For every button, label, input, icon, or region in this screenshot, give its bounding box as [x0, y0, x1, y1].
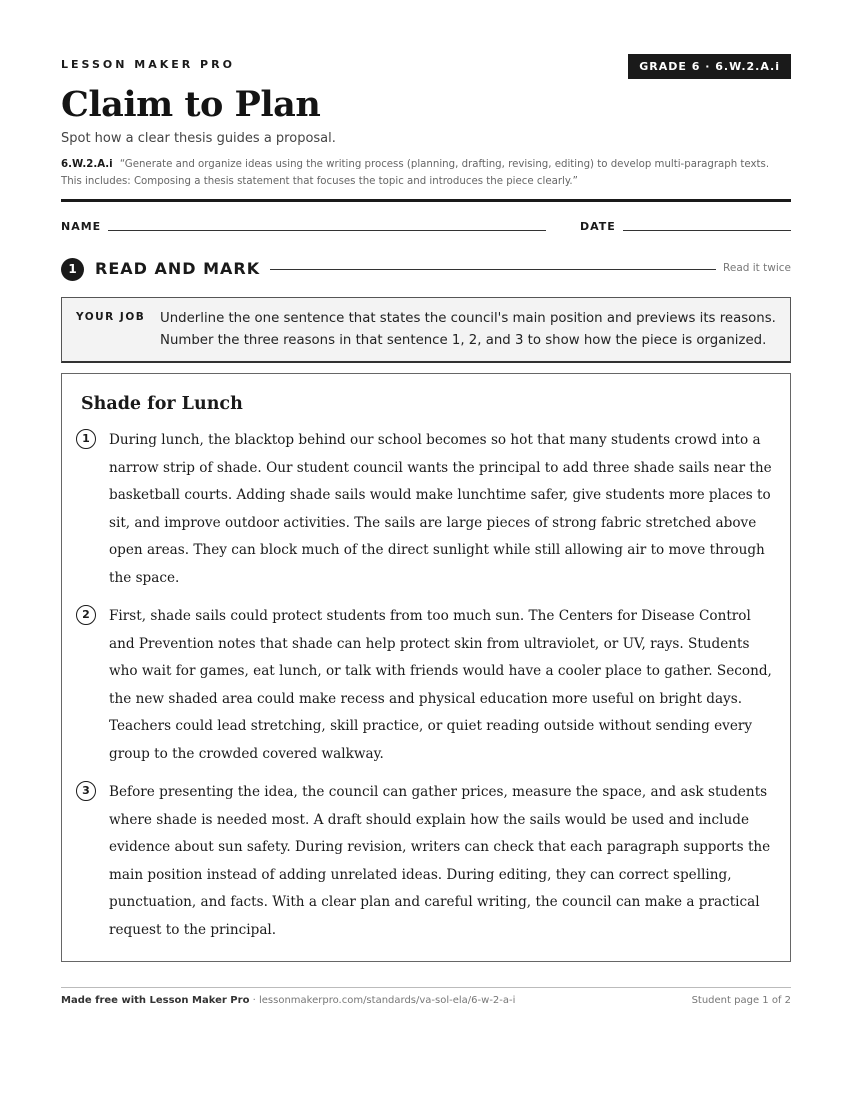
page-subtitle: Spot how a clear thesis guides a proposal. [61, 131, 336, 146]
standard-code: 6.W.2.A.i [61, 159, 113, 170]
task-label: YOUR JOB [76, 311, 146, 323]
name-label: NAME [61, 220, 102, 233]
paragraph-number: 1 [76, 429, 96, 449]
paragraph-number: 3 [76, 781, 96, 801]
footer-credit [61, 995, 515, 1006]
step-number-badge: 1 [61, 258, 84, 281]
footer-divider [61, 987, 791, 988]
date-field-line[interactable] [623, 230, 791, 231]
section-note: Read it twice [723, 262, 791, 274]
paragraph-text[interactable]: Before presenting the idea, the council can gather prices, measure the space, and ask students where shade is needed most. A draft should explain how the sails would be used and include evidence about sun safety. During revision, writers can check that each paragraph supports the main position instead of adding unrelated ideas. During editing, they can correct spelling, punctuation, and facts. With a clear plan and careful writing, the council can make a practical request to the principal. [109, 784, 771, 938]
footer-made-with: Made free with Lesson Maker Pro [61, 995, 250, 1006]
footer-url[interactable]: · lessonmakerpro.com/standards/va-sol-ela/6-w-2-a-i [249, 995, 516, 1006]
standard-text: “Generate and organize ideas using the writing process (planning, drafting, revising, editing) to develop multi-paragraph texts. This includes: Composing a thesis statement that focuses the topic and introduces the piece clearly.” [61, 159, 770, 187]
section-divider [270, 269, 716, 270]
paragraph-text[interactable]: First, shade sails could protect students from too much sun. The Centers for Disease Control and Prevention notes that shade can help protect skin from ultraviolet, or UV, rays. Students who wait for games, eat lunch, or talk with friends would have a cooler place to gather. Second, the new shaded area could make recess and physical education more useful on bright days. Teachers could lead stretching, skill practice, or quiet reading outside without sending every group to the crowded covered walkway. [109, 608, 772, 762]
footer-page-number: Student page 1 of 2 [691, 995, 791, 1006]
task-text: Underline the one sentence that states the council's main position and previews its reasons. Number the three reasons in that sentence 1, 2, and 3 to show how the piece is organized. [160, 311, 776, 348]
name-field-line[interactable] [108, 230, 546, 231]
reading-passage [61, 373, 791, 962]
standard-description [61, 156, 791, 190]
section-title: READ AND MARK [95, 259, 261, 278]
section-header [61, 258, 791, 282]
passage-title: Shade for Lunch [81, 394, 243, 414]
page-title: Claim to Plan [61, 84, 321, 125]
paragraph-number: 2 [76, 605, 96, 625]
paragraph-text[interactable]: During lunch, the blacktop behind our school becomes so hot that many students crowd into a narrow strip of shade. Our student council wants the principal to add three shade sails near the basketball courts. Adding shade sails would make lunchtime safer, give students more places to sit, and improve outdoor activities. The sails are large pieces of strong fabric stretched above open areas. They can block much of the direct sunlight while still allowing air to move through the space. [109, 432, 772, 586]
brand-name: LESSON MAKER PRO [61, 58, 235, 71]
task-instructions-box [61, 297, 791, 363]
header-divider [61, 199, 791, 202]
grade-badge: GRADE 6 · 6.W.2.A.i [628, 54, 791, 79]
date-label: DATE [580, 220, 616, 233]
